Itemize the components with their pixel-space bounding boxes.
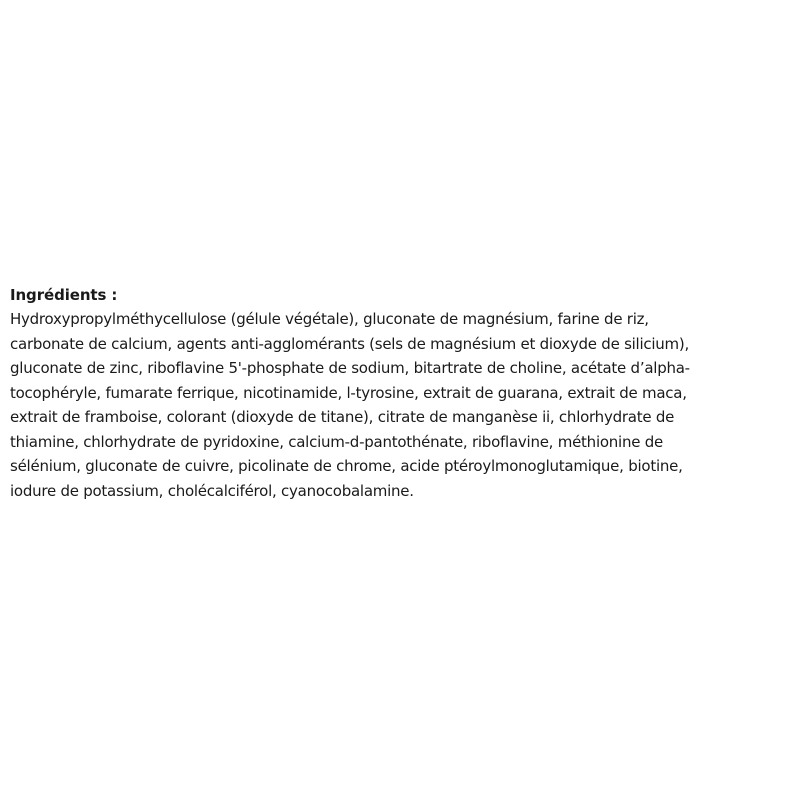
ingredients-line-1: Hydroxypropylméthycellulose (gélule végétale), gluconate de magnésium, farine de riz, <box>10 310 649 328</box>
ingredients-line-8: iodure de potassium, cholécalciférol, cyanocobalamine. <box>10 481 414 500</box>
ingredients-line-6: thiamine, chlorhydrate de pyridoxine, calcium-d-pantothénate, riboflavine, méthionine de <box>10 432 663 451</box>
ingredients-section <box>10 283 790 503</box>
ingredients-line-5: extrait de framboise, colorant (dioxyde de titane), citrate de manganèse ii, chlorhydrate de <box>10 408 675 426</box>
ingredients-line-2: carbonate de calcium, agents anti-agglomérants (sels de magnésium et dioxyde de silicium), <box>10 334 690 353</box>
ingredients-heading: Ingrédients : <box>10 286 118 304</box>
ingredients-line-4: tocophéryle, fumarate ferrique, nicotinamide, l-tyrosine, extrait de guarana, extrait de maca, <box>10 383 687 402</box>
ingredients-line-7: sélénium, gluconate de cuivre, picolinate de chrome, acide ptéroylmonoglutamique, biotine, <box>10 457 683 475</box>
ingredients-line-3: gluconate de zinc, riboflavine 5'-phosphate de sodium, bitartrate de choline, acétate d’alpha- <box>10 359 690 377</box>
